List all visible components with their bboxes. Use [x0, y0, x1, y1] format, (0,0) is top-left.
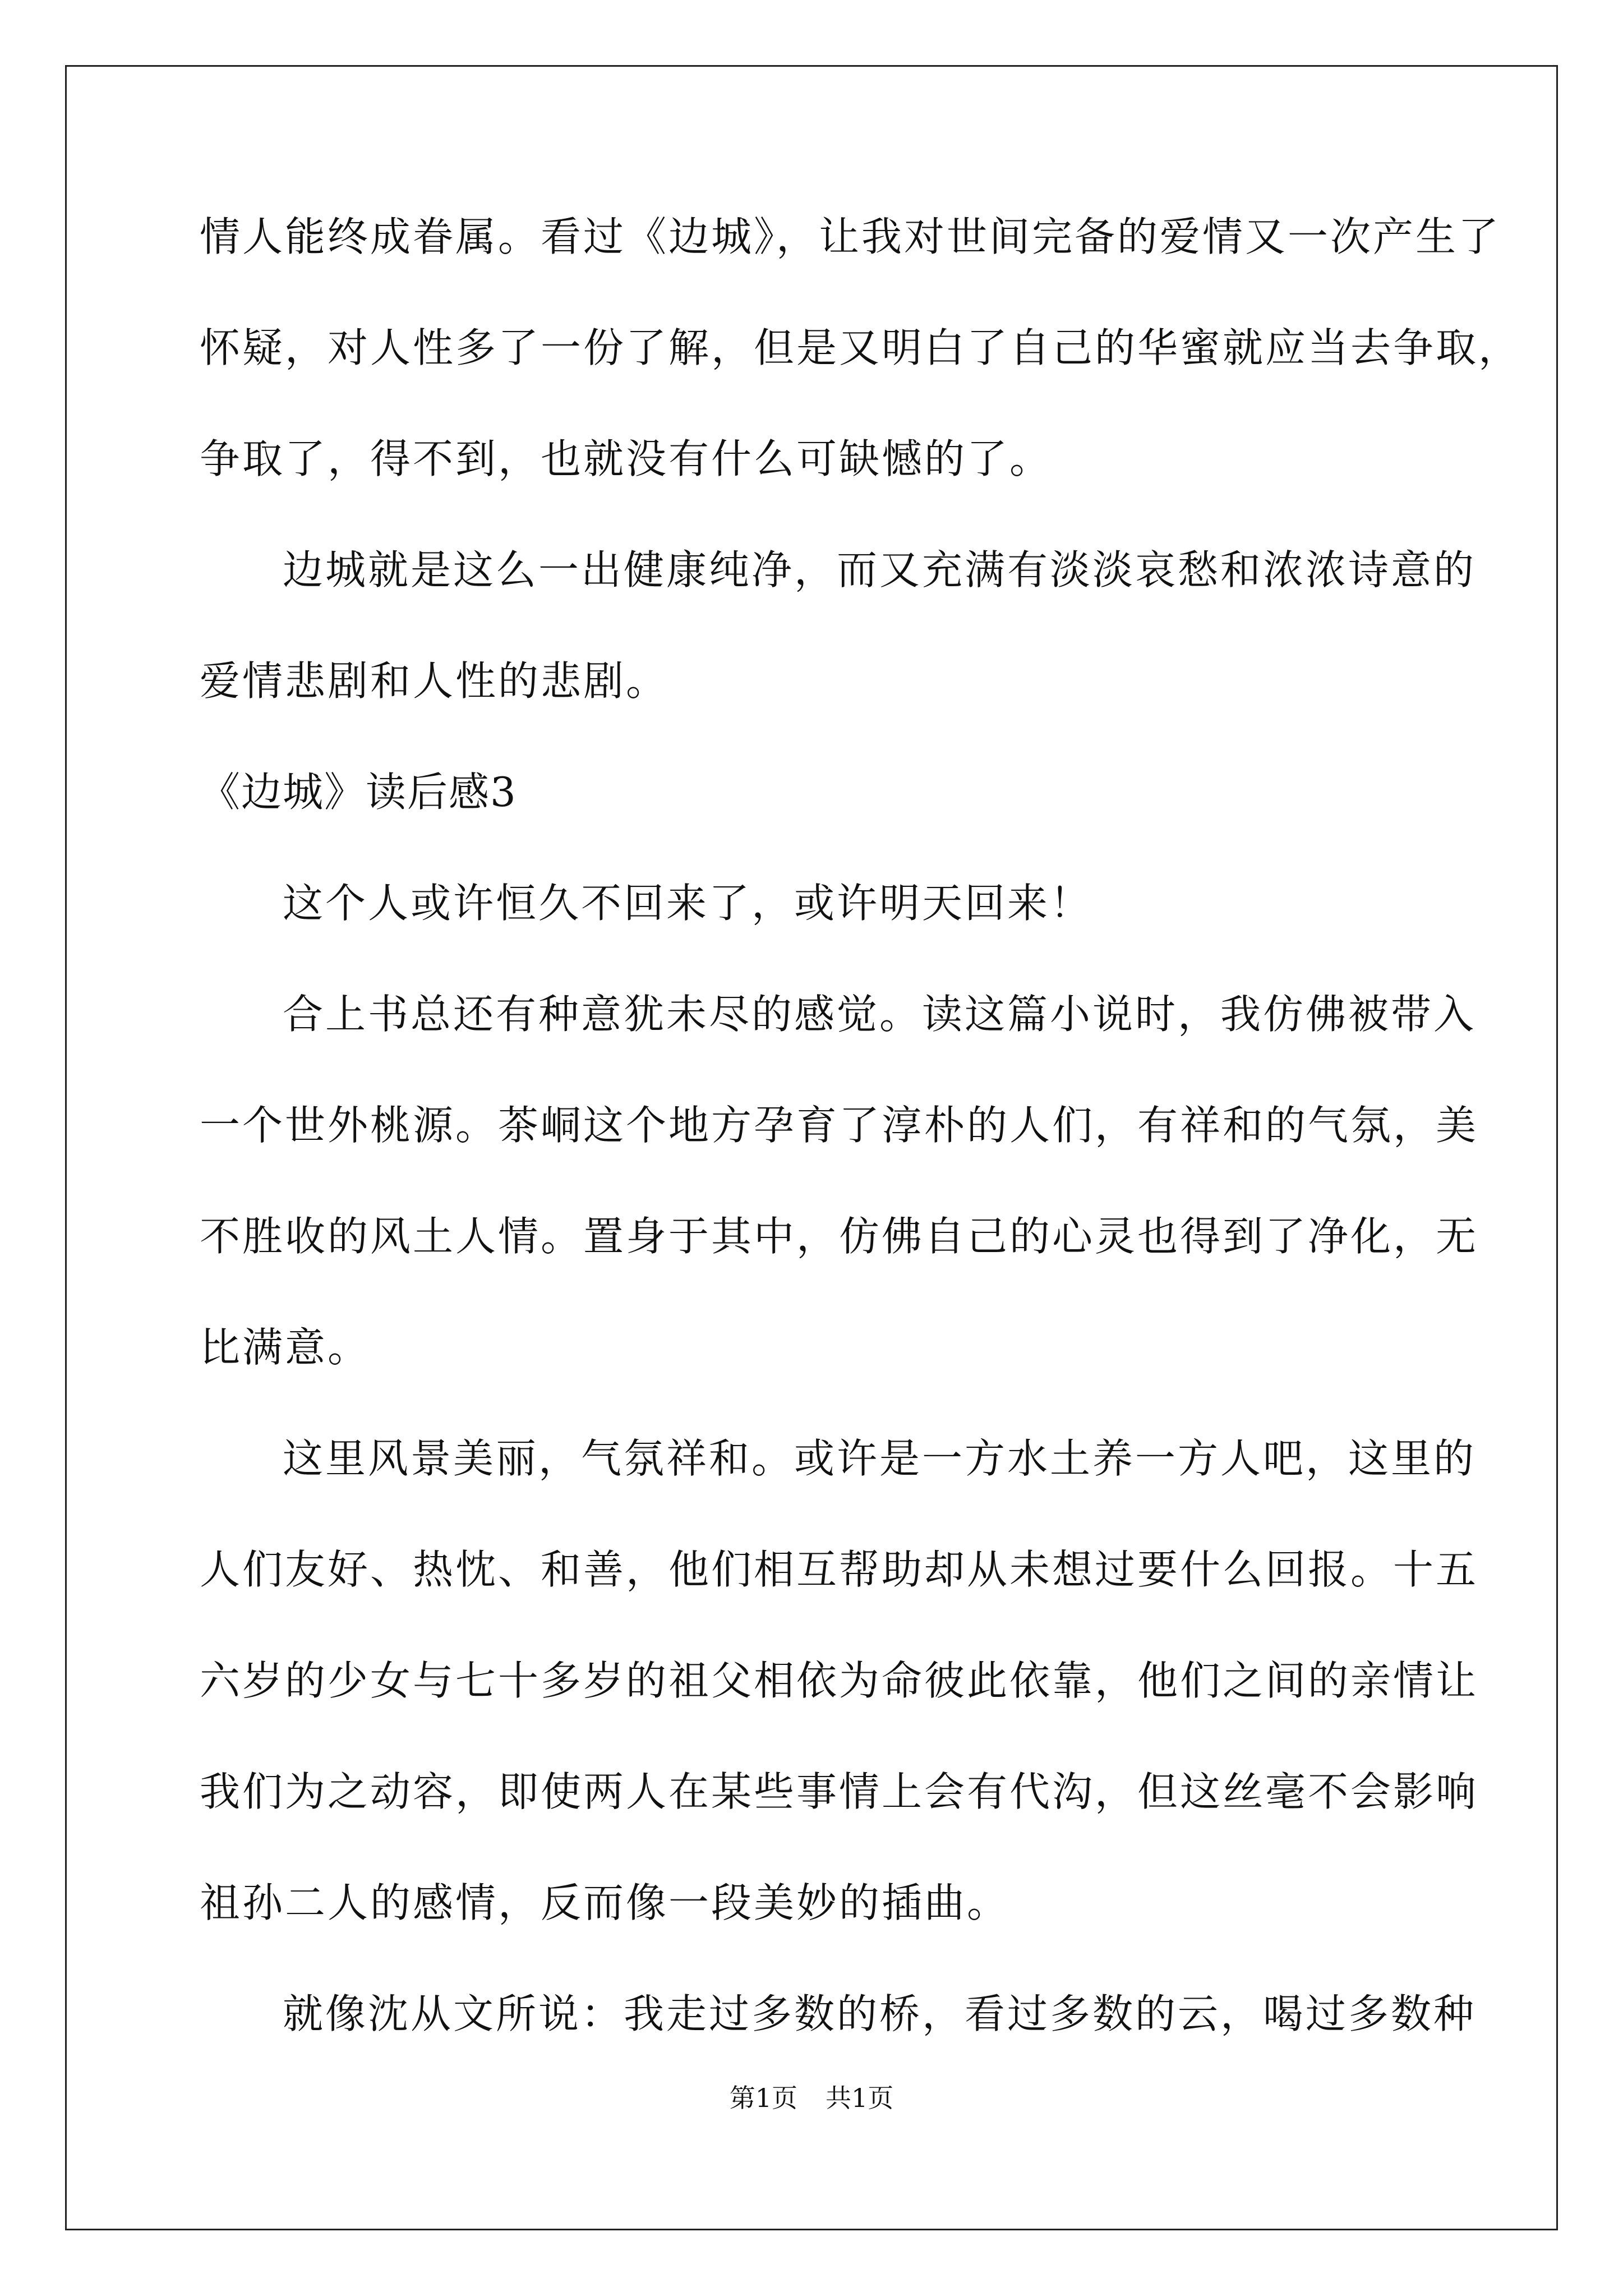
text-line: 一个世外桃源。茶峒这个地方孕育了淳朴的人们，有祥和的气氛，美	[200, 1102, 1479, 1149]
text-line: 六岁的少女与七十多岁的祖父相依为命彼此依靠，他们之间的亲情让	[200, 1657, 1479, 1704]
paragraph-start-line: 这里风景美丽，气氛祥和。或许是一方水土养一方人吧，这里的	[283, 1435, 1477, 1482]
paragraph-start-line: 这个人或许恒久不回来了，或许明天回来！	[283, 880, 1093, 927]
page-total: 共1页	[826, 2083, 894, 2113]
paragraph-start-line: 合上书总还有种意犹未尽的感觉。读这篇小说时，我仿佛被带入	[283, 991, 1477, 1038]
text-line: 比满意。	[200, 1324, 371, 1371]
paragraph-start-line: 就像沈从文所说：我走过多数的桥，看过多数的云，喝过多数种	[283, 1990, 1477, 2037]
text-line: 人们友好、热忱、和善，他们相互帮助却从未想过要什么回报。十五	[200, 1546, 1479, 1593]
text-line: 争取了，得不到，也就没有什么可缺憾的了。	[200, 435, 1053, 482]
paragraph-start-line: 边城就是这么一出健康纯净，而又充满有淡淡哀愁和浓浓诗意的	[283, 546, 1477, 593]
section-heading: 《边城》读后感3	[200, 769, 517, 816]
text-line: 我们为之动容，即使两人在某些事情上会有代沟，但这丝毫不会影响	[200, 1768, 1479, 1815]
text-line: 爱情悲剧和人性的悲剧。	[200, 657, 669, 705]
page-footer	[0, 2081, 1623, 2115]
text-line: 情人能终成眷属。看过《边城》，让我对世间完备的爱情又一次产生了	[200, 213, 1501, 260]
text-line: 不胜收的风土人情。置身于其中，仿佛自己的心灵也得到了净化，无	[200, 1213, 1479, 1260]
page-number: 第1页	[729, 2083, 797, 2113]
text-line: 怀疑，对人性多了一份了解，但是又明白了自己的华蜜就应当去争取，	[200, 324, 1521, 371]
text-line: 祖孙二人的感情，反而像一段美妙的插曲。	[200, 1879, 1010, 1926]
